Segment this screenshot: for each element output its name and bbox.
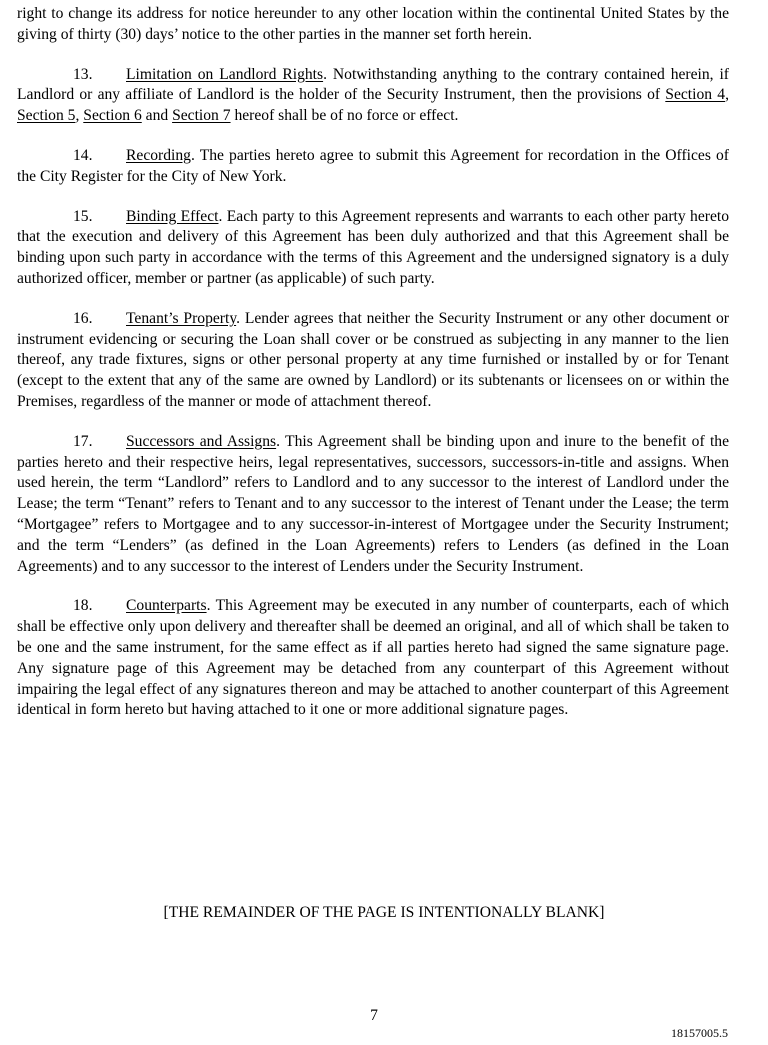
- section-body: Each party to this Agreement represents and warrants to each other party hereto that the execution and delivery of this Agreement has been duly authorized and that this Agreement shall be binding upon such party in accordance with the terms of this Agreement and the undersigned signatory is a duly authorized officer, member or partner (as applicable) of such party.: [17, 207, 729, 287]
- section-number: 18.: [73, 597, 93, 615]
- document-id: 18157005.5: [671, 1026, 728, 1040]
- section-heading: Successors and Assigns: [126, 432, 277, 450]
- continuation-paragraph: right to change its address for notice hereunder to any other location within the continental United States by the giving of thirty (30) days’ notice to the other parties in the manner set forth herein.: [17, 5, 729, 43]
- document-page: [17, 4, 729, 740]
- section-body: hereof shall be of no force or effect.: [230, 107, 459, 125]
- section-17: 17. Successors and Assigns. This Agreement shall be binding upon and inure to the benefit of the parties hereto and their respective heirs, legal representatives, successors, successors-in-title and assigns. When used herein, the term “Landlord” refers to Landlord and to any successor to the interest of Landlord under the Lease; the term “Tenant” refers to Tenant and to any successor to the interest of Tenant under the Lease; the term “Mortgagee” refers to Mortgagee and to any successor-in-interest of Mortgagee under the Security Instrument; and the term “Lenders” (as defined in the Loan Agreements) refers to Lenders (as defined in the Loan Agreements) and to any successor to the interest of Lenders under the Security Instrument.: [17, 432, 730, 575]
- reference-separator: and: [141, 107, 173, 125]
- section-heading: Tenant’s Property: [126, 309, 237, 327]
- reference-separator: ,: [75, 107, 84, 125]
- section-reference: Section 6: [83, 107, 142, 125]
- section-body: This Agreement shall be binding upon and inure to the benefit of the parties hereto and their respective heirs, legal representatives, successors, successors-in-title and assigns. When used herein, the term “Landlord” refers to Landlord and to any successor to the interest of Landlord under the Lease; the term “Tenant” refers to Tenant and to any successor to the interest of Tenant under the Lease; the term “Mortgagee” refers to Mortgagee and to any successor-in-interest of Mortgagee under the Security Instrument; and the term “Lenders” (as defined in the Loan Agreements) refers to Lenders (as defined in the Loan Agreements) and to any successor to the interest of Lenders under the Security Instrument.: [17, 432, 730, 575]
- intentionally-blank-notice: [THE REMAINDER OF THE PAGE IS INTENTIONALLY BLANK]: [163, 904, 605, 921]
- section-heading: Limitation on Landlord Rights: [126, 65, 324, 83]
- section-body: Lender agrees that neither the Security Instrument or any other document or instrument evidencing or securing the Loan shall cover or be construed as subjecting in any manner to the lien thereof, any trade fixtures, signs or other personal property at any time furnished or installed by or for Tenant (except to the extent that any of the same are owned by Landlord) or its subtenants or licensees on or within the Premises, regardless of the manner or mode of attachment thereof.: [17, 309, 730, 410]
- section-13: 13. Limitation on Landlord Rights. Notwithstanding anything to the contrary contained herein, if Landlord or any affiliate of Landlord is the holder of the Security Instrument, then the provisions of Section 4, Section 5, Section 6 and Section 7 hereof shall be of no force or effect.: [17, 65, 730, 125]
- section-heading: Recording: [126, 146, 191, 164]
- section-15: 15. Binding Effect. Each party to this Agreement represents and warrants to each other party hereto that the execution and delivery of this Agreement has been duly authorized and that this Agreement shall be binding upon such party in accordance with the terms of this Agreement and the undersigned signatory is a duly authorized officer, member or partner (as applicable) of such party.: [17, 207, 729, 287]
- section-16: 16. Tenant’s Property. Lender agrees that neither the Security Instrument or any other document or instrument evidencing or securing the Loan shall cover or be construed as subjecting in any manner to the lien thereof, any trade fixtures, signs or other personal property at any time furnished or installed by or for Tenant (except to the extent that any of the same are owned by Landlord) or its subtenants or licensees on or within the Premises, regardless of the manner or mode of attachment thereof.: [17, 309, 730, 410]
- reference-separator: ,: [725, 86, 729, 104]
- page-number: 7: [370, 1007, 378, 1024]
- section-reference: Section 4: [665, 86, 726, 104]
- section-number: 17.: [73, 432, 93, 450]
- section-number: 16.: [73, 309, 93, 327]
- section-number: 13.: [73, 65, 93, 83]
- section-heading: Binding Effect: [126, 207, 219, 225]
- section-body: The parties hereto agree to submit this Agreement for recordation in the Offices of the City Register for the City of New York.: [17, 146, 729, 185]
- section-number: 14.: [73, 146, 93, 164]
- section-body: Notwithstanding anything to the contrary contained herein, if Landlord or any affiliate of Landlord is the holder of the Security Instrument, then the provisions of: [17, 65, 730, 104]
- section-reference: Section 5: [17, 107, 76, 125]
- section-heading: Counterparts: [126, 597, 207, 615]
- section-reference: Section 7: [172, 107, 231, 125]
- section-14: 14. Recording. The parties hereto agree to submit this Agreement for recordation in the Offices of the City Register for the City of New York.: [17, 146, 729, 185]
- section-body: This Agreement may be executed in any number of counterparts, each of which shall be effective only upon delivery and thereafter shall be deemed an original, and all of which shall be taken to be one and the same instrument, for the same effect as if all parties hereto had signed the same signature page. Any signature page of this Agreement may be detached from any counterpart of this Agreement without impairing the legal effect of any signatures thereon and may be attached to another counterpart of this Agreement identical in form hereto but having attached to it one or more additional signature pages.: [17, 597, 730, 719]
- section-number: 15.: [73, 207, 93, 225]
- section-18: 18. Counterparts. This Agreement may be executed in any number of counterparts, each of which shall be effective only upon delivery and thereafter shall be deemed an original, and all of which shall be taken to be one and the same instrument, for the same effect as if all parties hereto had signed the same signature page. Any signature page of this Agreement may be detached from any counterpart of this Agreement without impairing the legal effect of any signatures thereon and may be attached to another counterpart of this Agreement identical in form hereto but having attached to it one or more additional signature pages.: [17, 597, 730, 719]
